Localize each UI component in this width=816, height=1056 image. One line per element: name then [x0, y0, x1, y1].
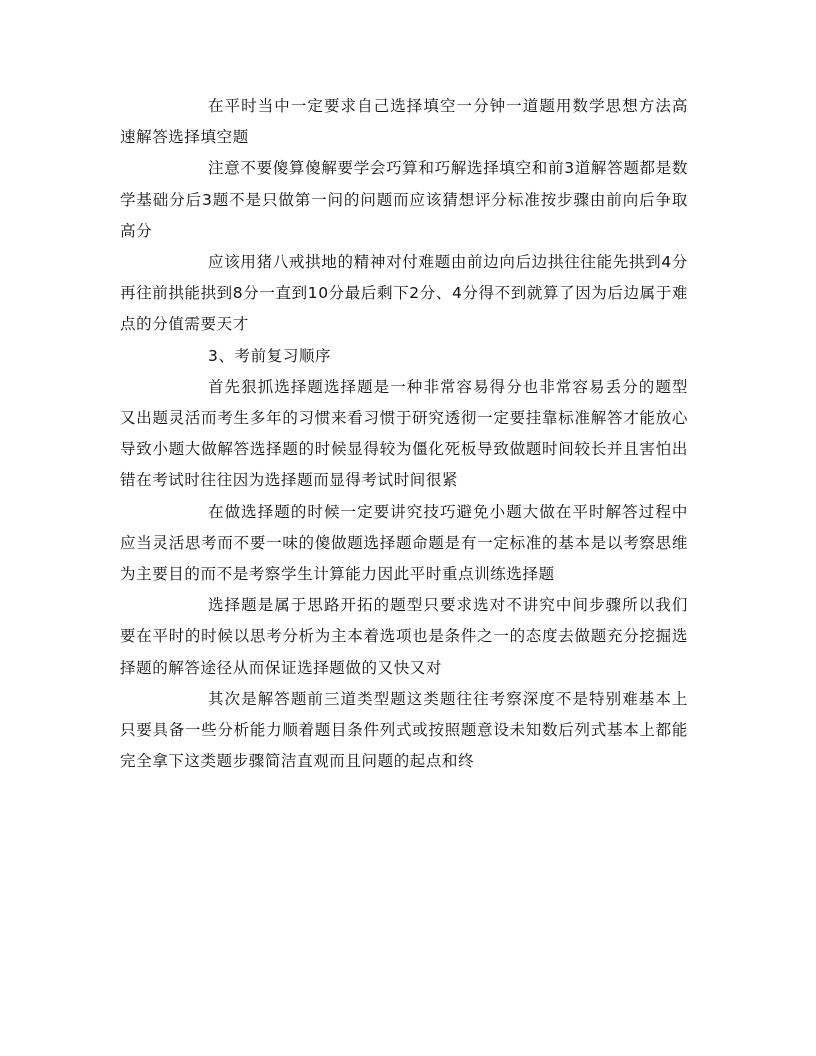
paragraph-6: 选择题是属于思路开拓的题型只要求选对不讲究中间步骤所以我们要在平时的时候以思考分析为主本着选项也是条件之一的态度去做题充分挖掘选择题的解答途径从而保证选择题做的又快又对 [120, 596, 688, 677]
section-heading: 3、考前复习顺序 [208, 346, 332, 365]
paragraph-7: 其次是解答题前三道类型题这类题往往考察深度不是特别难基本上只要具备一些分析能力顺着题目条件列式或按照题意设未知数后列式基本上都能完全拿下这类题步骤简洁直观而且问题的起点和终 [120, 689, 688, 771]
paragraph-1: 在平时当中一定要求自己选择填空一分钟一道题用数学思想方法高速解答选择填空题 [120, 97, 688, 147]
paragraph-2: 注意不要傻算傻解要学会巧算和巧解选择填空和前3道解答题都是数学基础分后3题不是只做第一问的问题而应该猜想评分标准按步骤由前向后争取高分 [120, 159, 688, 240]
document-body [120, 91, 688, 777]
paragraph-4: 首先狠抓选择题选择题是一种非常容易得分也非常容易丢分的题型又出题灵活而考生多年的习惯来看习惯于研究透彻一定要挂靠标准解答才能放心导致小题大做解答选择题的时候显得较为僵化死板导致做题时间较长并且害怕出错在考试时往往因为选择题而显得考试时间很紧 [120, 377, 688, 490]
paragraph-3: 应该用猪八戒拱地的精神对付难题由前边向后边拱往往能先拱到4分再往前拱能拱到8分一直到10分最后剩下2分、4分得不到就算了因为后边属于难点的分值需要天才 [120, 253, 688, 334]
paragraph-5: 在做选择题的时候一定要讲究技巧避免小题大做在平时解答过程中应当灵活思考而不要一味的傻做题选择题命题是有一定标准的基本是以考察思维为主要目的而不是考察学生计算能力因此平时重点训练选择题 [120, 502, 688, 584]
